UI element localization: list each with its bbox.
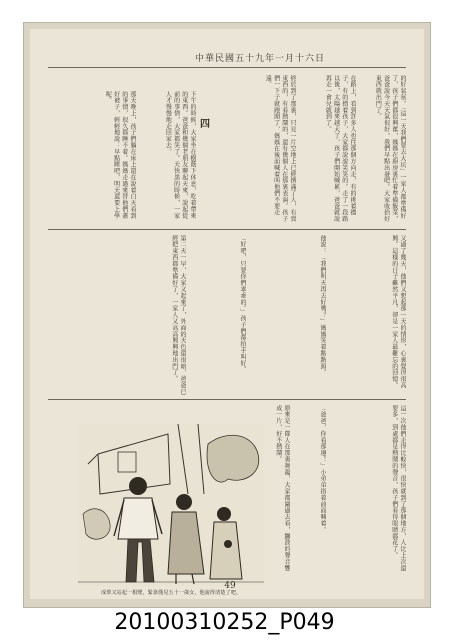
section-number: 四 <box>200 119 210 130</box>
text-column-3: 終於到了那裏，只見一片空地上已經擠滿了人，有賣東西的，有看熱鬧的，還有幾個人在那裏表演。孩子們一下子就跑開了，媽媽在後面喊着叫他們不要走遠。 <box>264 75 296 223</box>
text-column-9: 第二天一早，大家又起來了，外面的天色還很暗，爸爸已經把東西都準備好了，一家人又高高興興地出門了。 <box>170 235 186 395</box>
archive-file-label: 20100310252_P049 <box>114 610 335 635</box>
text-column-10: 這一次他們走得比較快，很快就到了那個地方，人比上次還要多，到處都是熱鬧的聲音，孩子們看得眼睛都花了。 <box>390 405 406 572</box>
illustration-caption: 成羣又站起一根煙，緊靠僅見五十一歲女，他說得清楚了吧。 <box>100 590 242 596</box>
header-rule <box>48 67 406 68</box>
text-column-6: 又過了幾天，他們又想起那一天的情形，心裏覺得很高興。這樣的日子雖然平凡，卻是一家人最難忘的回憶。 <box>390 235 406 389</box>
scanned-page-background <box>23 22 431 608</box>
text-column-12: 原來是一隊人在那裏舞龍，大家都圍過去看，鑼鼓的聲音響成一片，好不熱鬧。 <box>274 405 290 572</box>
text-column-8: 「好吧，只要你們乖乖的。」孩子們都拍手叫好。 <box>239 235 246 373</box>
magazine-page <box>30 29 424 599</box>
text-column-5: 那天晚上，孩子們躺在床上還在說着白天看到的事情，很久都睡不着。媽媽走過來替他們蓋好被子，輕輕地說：早點睡吧，明天還要上學呢。 <box>104 91 136 219</box>
text-column-11: 「爸爸，你看那邊！」小弟弟指着前面喊着。 <box>319 405 326 533</box>
text-column-4: 下午的時候，大家坐在樹蔭下休息，吃着帶來的東西。爸爸和幾個老朋友聊起天來，說起從前的事情，大家都笑了。天快黑的時候，一家人才慢慢地走回家去。 <box>164 91 196 219</box>
page-number: 49 <box>224 581 236 591</box>
divider-rule-lower <box>48 399 406 400</box>
page-header-date: 中華民國五十九年一月十六日 <box>194 54 325 64</box>
text-column-1: 的好氣氛。「這一天我們要去大坑」一家人都準備好了，孩子們都很興奮，媽媽在廚房裏忙着準備飯菜，爸爸說今天天氣很好，我們早點出發吧。大家收拾好東西就出門了。 <box>374 75 406 223</box>
text-column-2: 在路上，看到許多人也往那個方向走，有的挑着擔子，有的揹着孩子，大家都說說笑笑的。走了一段路以後，太陽越來越大了，孩子們開始喊累，爸爸就說再走一會兒就到了。 <box>324 75 356 223</box>
text-column-7: 他說：「我們明天再去好嗎？」媽媽笑着點點頭。 <box>319 235 326 376</box>
story-illustration <box>78 424 264 586</box>
divider-rule-mid <box>48 229 406 230</box>
